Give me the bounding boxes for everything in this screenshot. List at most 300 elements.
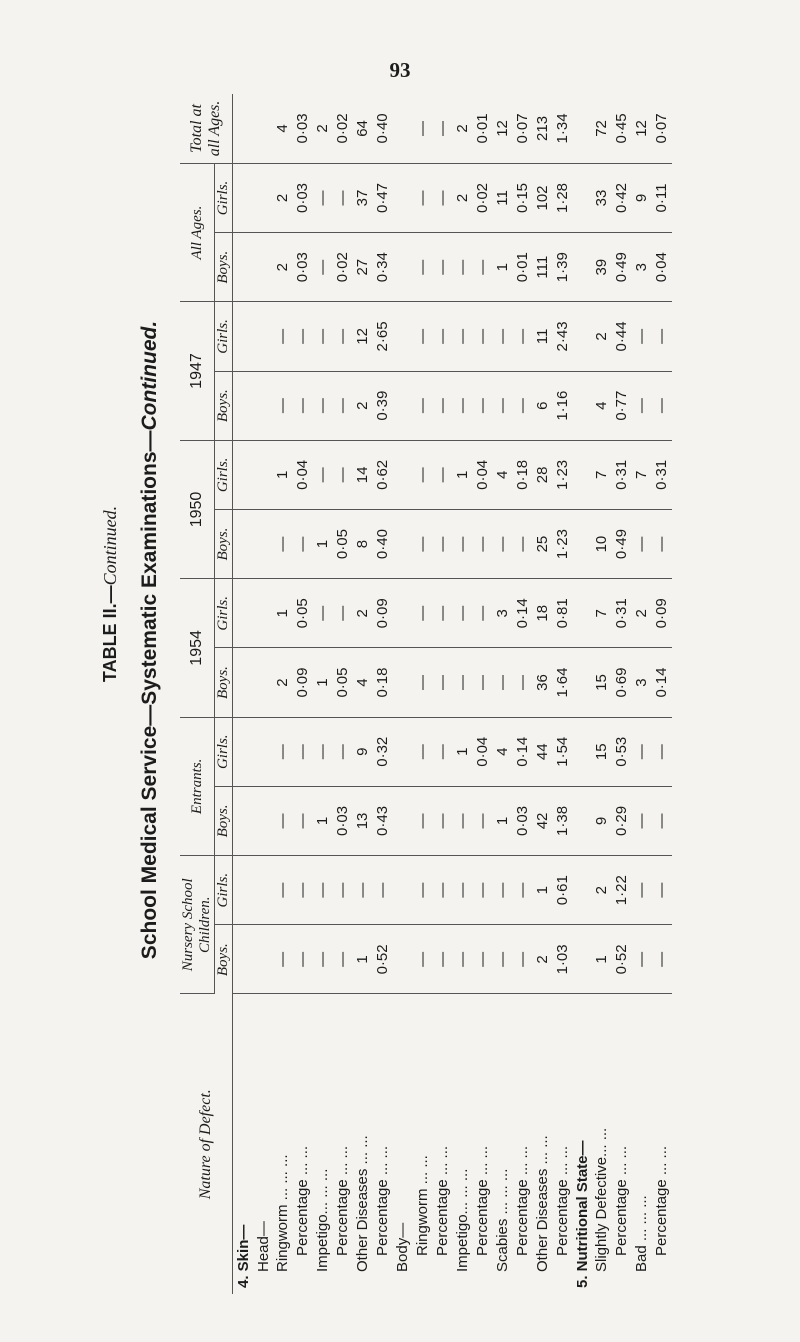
row-label: Percentage ... ... bbox=[433, 1145, 451, 1256]
table-row bbox=[592, 94, 612, 1294]
table-row bbox=[492, 94, 512, 1294]
table-cell: — bbox=[472, 925, 492, 994]
table-cell: 1·64 bbox=[552, 648, 572, 717]
table-number: TABLE II.— bbox=[100, 585, 120, 683]
table-cell: 1 bbox=[532, 856, 552, 925]
table-cell bbox=[393, 579, 413, 648]
table-cell: 2 bbox=[592, 856, 612, 925]
table-cell: 0·04 bbox=[652, 233, 672, 302]
table-cell: 6 bbox=[532, 371, 552, 440]
table-cell: 1 bbox=[492, 786, 512, 855]
table-cell: 0·04 bbox=[293, 440, 313, 509]
table-cell: — bbox=[652, 371, 672, 440]
table-cell: — bbox=[432, 233, 452, 302]
table-cell: — bbox=[432, 509, 452, 578]
table-cell: 0·02 bbox=[333, 233, 353, 302]
row-label: Head— bbox=[254, 1221, 272, 1272]
table-cell: 2 bbox=[632, 579, 652, 648]
column-group-all-ages: All Ages. bbox=[180, 163, 215, 301]
table-row bbox=[612, 94, 632, 1294]
table-cell: — bbox=[452, 579, 472, 648]
table-cell: 1 bbox=[313, 509, 333, 578]
table-cell: 0·31 bbox=[612, 579, 632, 648]
table-title-continued: Continued. bbox=[138, 320, 161, 431]
table-cell: 2 bbox=[532, 925, 552, 994]
table-cell: — bbox=[652, 925, 672, 994]
table-cell: 9 bbox=[632, 163, 652, 232]
table-cell: 0·61 bbox=[552, 856, 572, 925]
table-cell: — bbox=[452, 925, 472, 994]
table-cell: 0·69 bbox=[612, 648, 632, 717]
table-cell: — bbox=[492, 509, 512, 578]
table-cell: — bbox=[373, 856, 393, 925]
table-row bbox=[293, 94, 313, 1294]
table-cell: 4 bbox=[492, 440, 512, 509]
table-cell bbox=[393, 509, 413, 578]
table-cell bbox=[253, 925, 273, 994]
table-cell: — bbox=[273, 302, 293, 371]
table-cell: — bbox=[273, 786, 293, 855]
table-cell: — bbox=[452, 371, 472, 440]
table-cell: — bbox=[333, 163, 353, 232]
table-cell bbox=[572, 94, 592, 163]
table-cell: — bbox=[652, 509, 672, 578]
table-cell bbox=[233, 717, 254, 786]
table-cell: — bbox=[413, 94, 433, 163]
table-cell: 0·39 bbox=[373, 371, 393, 440]
table-cell: — bbox=[452, 648, 472, 717]
table-cell: — bbox=[432, 94, 452, 163]
table-cell bbox=[572, 856, 592, 925]
table-cell: 0·14 bbox=[652, 648, 672, 717]
table-cell: 44 bbox=[532, 717, 552, 786]
table-cell bbox=[233, 509, 254, 578]
table-cell: 1 bbox=[452, 440, 472, 509]
table-cell: 36 bbox=[532, 648, 552, 717]
table-cell bbox=[572, 648, 592, 717]
table-cell: 0·09 bbox=[373, 579, 393, 648]
table-cell bbox=[393, 717, 413, 786]
table-cell: — bbox=[413, 648, 433, 717]
table-cell: 2 bbox=[313, 94, 333, 163]
table-cell: 11 bbox=[492, 163, 512, 232]
table-cell: — bbox=[353, 856, 373, 925]
table-row bbox=[413, 94, 433, 1294]
table-cell: 1 bbox=[313, 786, 333, 855]
table-row bbox=[273, 94, 293, 1294]
table-cell: — bbox=[452, 509, 472, 578]
table-cell: — bbox=[273, 717, 293, 786]
table-cell: — bbox=[632, 786, 652, 855]
table-cell: 0·01 bbox=[472, 94, 492, 163]
table-cell: 0·40 bbox=[373, 509, 393, 578]
table-cell bbox=[253, 233, 273, 302]
table-cell bbox=[233, 94, 254, 163]
table-cell: — bbox=[413, 302, 433, 371]
column-header-girls: Girls. bbox=[215, 717, 233, 786]
table-cell: — bbox=[413, 440, 433, 509]
table-cell: — bbox=[413, 856, 433, 925]
table-cell: 0·01 bbox=[512, 233, 532, 302]
row-label: Impetigo... ... ... bbox=[453, 1168, 471, 1272]
row-label: Percentage ... ... bbox=[334, 1145, 352, 1256]
table-cell: — bbox=[413, 925, 433, 994]
table-cell: — bbox=[333, 717, 353, 786]
table-cell bbox=[253, 440, 273, 509]
table-cell bbox=[572, 717, 592, 786]
table-cell: 42 bbox=[532, 786, 552, 855]
table-cell: 1·38 bbox=[552, 786, 572, 855]
table-cell bbox=[393, 856, 413, 925]
table-cell bbox=[572, 509, 592, 578]
table-cell: — bbox=[313, 163, 333, 232]
table-cell: 0·31 bbox=[652, 440, 672, 509]
row-label: Impetigo... ... ... bbox=[314, 1168, 332, 1272]
row-label: Other Diseases ... ... bbox=[533, 1135, 551, 1272]
table-cell: 0·03 bbox=[512, 786, 532, 855]
column-header-girls: Girls. bbox=[215, 302, 233, 371]
table-cell: 0·31 bbox=[612, 440, 632, 509]
table-cell: 0·03 bbox=[293, 233, 313, 302]
table-cell: — bbox=[293, 302, 313, 371]
table-cell bbox=[233, 786, 254, 855]
table-cell: — bbox=[293, 371, 313, 440]
table-cell bbox=[393, 371, 413, 440]
table-cell: 4 bbox=[592, 371, 612, 440]
page-number: 93 bbox=[389, 58, 411, 82]
table-cell: — bbox=[432, 648, 452, 717]
table-cell: — bbox=[472, 371, 492, 440]
table-cell: — bbox=[432, 302, 452, 371]
table-cell: 0·14 bbox=[512, 717, 532, 786]
table-row bbox=[552, 94, 572, 1294]
table-cell: 0·09 bbox=[652, 579, 672, 648]
table-cell bbox=[233, 233, 254, 302]
column-header-boys: Boys. bbox=[215, 648, 233, 717]
table-cell: — bbox=[432, 371, 452, 440]
column-group-1950: 1950 bbox=[180, 440, 215, 578]
table-cell: — bbox=[632, 371, 652, 440]
table-cell: 0·04 bbox=[472, 440, 492, 509]
table-cell bbox=[253, 579, 273, 648]
row-label: 4. Skin— bbox=[234, 1224, 252, 1288]
table-cell: 7 bbox=[592, 579, 612, 648]
table-cell: — bbox=[413, 786, 433, 855]
table-cell: — bbox=[313, 925, 333, 994]
column-group-nursery: Nursery School Children. bbox=[180, 856, 215, 994]
table-cell: 0·40 bbox=[373, 94, 393, 163]
table-cell: 0·44 bbox=[612, 302, 632, 371]
table-cell: — bbox=[413, 509, 433, 578]
table-cell: 1·28 bbox=[552, 163, 572, 232]
table-cell: 0·18 bbox=[373, 648, 393, 717]
table-cell: 0·05 bbox=[333, 648, 353, 717]
table-cell: 12 bbox=[632, 94, 652, 163]
table-cell bbox=[572, 371, 592, 440]
table-cell: 7 bbox=[592, 440, 612, 509]
table-cell: — bbox=[632, 925, 652, 994]
table-cell bbox=[233, 579, 254, 648]
table-cell: 4 bbox=[353, 648, 373, 717]
table-cell: 10 bbox=[592, 509, 612, 578]
table-cell: — bbox=[472, 233, 492, 302]
table-cell: 0·77 bbox=[612, 371, 632, 440]
table-cell: — bbox=[293, 509, 313, 578]
table-cell: — bbox=[333, 371, 353, 440]
table-cell bbox=[393, 233, 413, 302]
table-row bbox=[532, 94, 552, 1294]
table-cell: — bbox=[333, 925, 353, 994]
table-cell bbox=[393, 786, 413, 855]
table-cell: — bbox=[512, 648, 532, 717]
table-row bbox=[652, 94, 672, 1294]
table-cell: — bbox=[432, 786, 452, 855]
table-cell: — bbox=[472, 856, 492, 925]
table-body bbox=[233, 94, 673, 1294]
defects-table-rotated bbox=[180, 94, 672, 1294]
table-cell: — bbox=[313, 440, 333, 509]
table-cell: 0·47 bbox=[373, 163, 393, 232]
table-cell: — bbox=[432, 925, 452, 994]
table-cell: 0·09 bbox=[293, 648, 313, 717]
column-header-girls: Girls. bbox=[215, 856, 233, 925]
row-label: 5. Nutritional State— bbox=[573, 1140, 591, 1288]
table-row bbox=[632, 94, 652, 1294]
table-cell: 11 bbox=[532, 302, 552, 371]
table-row bbox=[572, 94, 592, 1294]
table-cell: 1·34 bbox=[552, 94, 572, 163]
table-cell: — bbox=[413, 371, 433, 440]
table-cell: 4 bbox=[273, 94, 293, 163]
row-label: Percentage ... ... bbox=[294, 1145, 312, 1256]
table-cell bbox=[393, 925, 413, 994]
table-cell: 12 bbox=[492, 94, 512, 163]
table-cell: 0·29 bbox=[612, 786, 632, 855]
table-cell: 0·42 bbox=[612, 163, 632, 232]
table-cell: — bbox=[273, 925, 293, 994]
table-row bbox=[233, 94, 254, 1294]
table-cell: 1 bbox=[313, 648, 333, 717]
column-group-entrants: Entrants. bbox=[180, 717, 215, 855]
table-cell: — bbox=[472, 786, 492, 855]
table-cell: — bbox=[452, 786, 472, 855]
table-cell: 0·07 bbox=[652, 94, 672, 163]
table-cell: 0·03 bbox=[293, 163, 313, 232]
table-cell: 1·16 bbox=[552, 371, 572, 440]
table-title bbox=[136, 310, 164, 970]
table-cell: 0·15 bbox=[512, 163, 532, 232]
table-cell: — bbox=[512, 856, 532, 925]
row-label: Percentage ... ... bbox=[613, 1145, 631, 1256]
table-row bbox=[313, 94, 333, 1294]
table-cell: 8 bbox=[353, 509, 373, 578]
table-cell: 0·34 bbox=[373, 233, 393, 302]
table-cell: — bbox=[313, 371, 333, 440]
table-cell bbox=[233, 648, 254, 717]
table-cell: 1 bbox=[273, 579, 293, 648]
table-cell: — bbox=[632, 717, 652, 786]
row-label: Ringworm ... ... ... bbox=[274, 1154, 292, 1272]
column-header-boys: Boys. bbox=[215, 925, 233, 994]
table-cell: 0·81 bbox=[552, 579, 572, 648]
table-cell bbox=[393, 648, 413, 717]
table-cell: 0·07 bbox=[512, 94, 532, 163]
row-label: Percentage ... ... bbox=[473, 1145, 491, 1256]
table-cell: — bbox=[313, 856, 333, 925]
table-cell: 72 bbox=[592, 94, 612, 163]
table-cell: — bbox=[492, 371, 512, 440]
table-cell: 7 bbox=[632, 440, 652, 509]
table-cell: — bbox=[432, 163, 452, 232]
defects-table bbox=[180, 94, 672, 1294]
table-cell: — bbox=[472, 302, 492, 371]
table-row bbox=[472, 94, 492, 1294]
table-cell: — bbox=[652, 302, 672, 371]
row-label: Body— bbox=[394, 1222, 412, 1272]
table-cell: 0·14 bbox=[512, 579, 532, 648]
table-row bbox=[333, 94, 353, 1294]
table-row bbox=[393, 94, 413, 1294]
table-cell bbox=[233, 163, 254, 232]
table-cell: — bbox=[452, 856, 472, 925]
table-cell: — bbox=[413, 163, 433, 232]
table-cell: 14 bbox=[353, 440, 373, 509]
row-label: Ringworm ... ... bbox=[414, 1155, 431, 1256]
table-cell: 0·18 bbox=[512, 440, 532, 509]
table-cell bbox=[572, 302, 592, 371]
table-cell: 33 bbox=[592, 163, 612, 232]
table-cell: 1 bbox=[353, 925, 373, 994]
table-cell: 0·05 bbox=[293, 579, 313, 648]
table-cell: 2 bbox=[452, 163, 472, 232]
table-cell: 0·49 bbox=[612, 509, 632, 578]
table-cell: 0·53 bbox=[612, 717, 632, 786]
row-label: Percentage ... ... bbox=[653, 1145, 671, 1256]
table-row bbox=[432, 94, 452, 1294]
column-header-boys: Boys. bbox=[215, 509, 233, 578]
table-cell: 0·02 bbox=[333, 94, 353, 163]
table-cell: 1·23 bbox=[552, 509, 572, 578]
table-cell: — bbox=[273, 371, 293, 440]
table-cell: 2 bbox=[353, 579, 373, 648]
table-cell: 4 bbox=[492, 717, 512, 786]
table-cell: — bbox=[432, 440, 452, 509]
table-cell: — bbox=[432, 579, 452, 648]
row-label: Scabies ... ... ... bbox=[493, 1168, 511, 1272]
table-cell bbox=[233, 302, 254, 371]
header-group-row bbox=[180, 94, 215, 1294]
table-cell bbox=[253, 371, 273, 440]
table-cell bbox=[393, 440, 413, 509]
table-subtitle-continued: Continued. bbox=[100, 505, 120, 586]
column-header-defect: Nature of Defect. bbox=[180, 994, 233, 1294]
table-cell: 0·62 bbox=[373, 440, 393, 509]
table-cell: 2 bbox=[592, 302, 612, 371]
table-cell: 0·11 bbox=[652, 163, 672, 232]
table-cell: 25 bbox=[532, 509, 552, 578]
table-cell: 102 bbox=[532, 163, 552, 232]
column-header-boys: Boys. bbox=[215, 371, 233, 440]
table-cell: — bbox=[512, 302, 532, 371]
table-cell: — bbox=[492, 302, 512, 371]
table-cell bbox=[233, 925, 254, 994]
table-cell: — bbox=[293, 786, 313, 855]
table-cell bbox=[253, 94, 273, 163]
table-cell: 2 bbox=[273, 163, 293, 232]
table-cell: 1 bbox=[592, 925, 612, 994]
table-cell: — bbox=[492, 648, 512, 717]
table-cell bbox=[253, 509, 273, 578]
table-cell: 3 bbox=[632, 233, 652, 302]
column-header-boys: Boys. bbox=[215, 233, 233, 302]
table-cell: — bbox=[293, 717, 313, 786]
table-cell: 2 bbox=[273, 648, 293, 717]
table-cell bbox=[233, 371, 254, 440]
table-cell: 0·05 bbox=[333, 509, 353, 578]
table-cell: 1 bbox=[273, 440, 293, 509]
table-cell: — bbox=[492, 925, 512, 994]
table-cell: 2·43 bbox=[552, 302, 572, 371]
table-cell: 0·32 bbox=[373, 717, 393, 786]
table-cell: 1·03 bbox=[552, 925, 572, 994]
table-cell: — bbox=[333, 856, 353, 925]
column-header-girls: Girls. bbox=[215, 440, 233, 509]
table-cell: 64 bbox=[353, 94, 373, 163]
column-header-girls: Girls. bbox=[215, 579, 233, 648]
table-cell: — bbox=[652, 856, 672, 925]
table-cell bbox=[393, 163, 413, 232]
column-group-1947: 1947 bbox=[180, 302, 215, 440]
row-label: Percentage ... ... bbox=[553, 1145, 571, 1256]
column-group-1954: 1954 bbox=[180, 579, 215, 717]
table-cell: 0·02 bbox=[472, 163, 492, 232]
table-cell: 0·03 bbox=[293, 94, 313, 163]
table-cell bbox=[233, 440, 254, 509]
table-cell: — bbox=[313, 717, 333, 786]
table-cell: — bbox=[632, 509, 652, 578]
table-cell: — bbox=[652, 717, 672, 786]
column-header-total: Total at all Ages. bbox=[180, 94, 233, 163]
row-label: Slightly Defective... ... bbox=[593, 1127, 611, 1272]
table-row bbox=[253, 94, 273, 1294]
table-cell: 1·23 bbox=[552, 440, 572, 509]
table-cell: 0·52 bbox=[373, 925, 393, 994]
table-cell: — bbox=[512, 925, 532, 994]
table-cell: 3 bbox=[632, 648, 652, 717]
table-cell: 28 bbox=[532, 440, 552, 509]
table-cell: 15 bbox=[592, 717, 612, 786]
table-cell: — bbox=[313, 579, 333, 648]
table-cell: — bbox=[632, 856, 652, 925]
table-cell bbox=[393, 302, 413, 371]
table-cell: 213 bbox=[532, 94, 552, 163]
table-cell: 1 bbox=[452, 717, 472, 786]
table-cell: — bbox=[413, 579, 433, 648]
table-row bbox=[452, 94, 472, 1294]
table-cell: 9 bbox=[353, 717, 373, 786]
table-cell bbox=[572, 233, 592, 302]
table-cell: 0·52 bbox=[612, 925, 632, 994]
table-cell bbox=[572, 163, 592, 232]
table-cell bbox=[572, 925, 592, 994]
table-cell: 2 bbox=[353, 371, 373, 440]
table-cell: — bbox=[413, 233, 433, 302]
table-cell: 111 bbox=[532, 233, 552, 302]
table-cell: — bbox=[452, 233, 472, 302]
table-row bbox=[353, 94, 373, 1294]
table-cell: — bbox=[313, 302, 333, 371]
table-cell: — bbox=[413, 717, 433, 786]
